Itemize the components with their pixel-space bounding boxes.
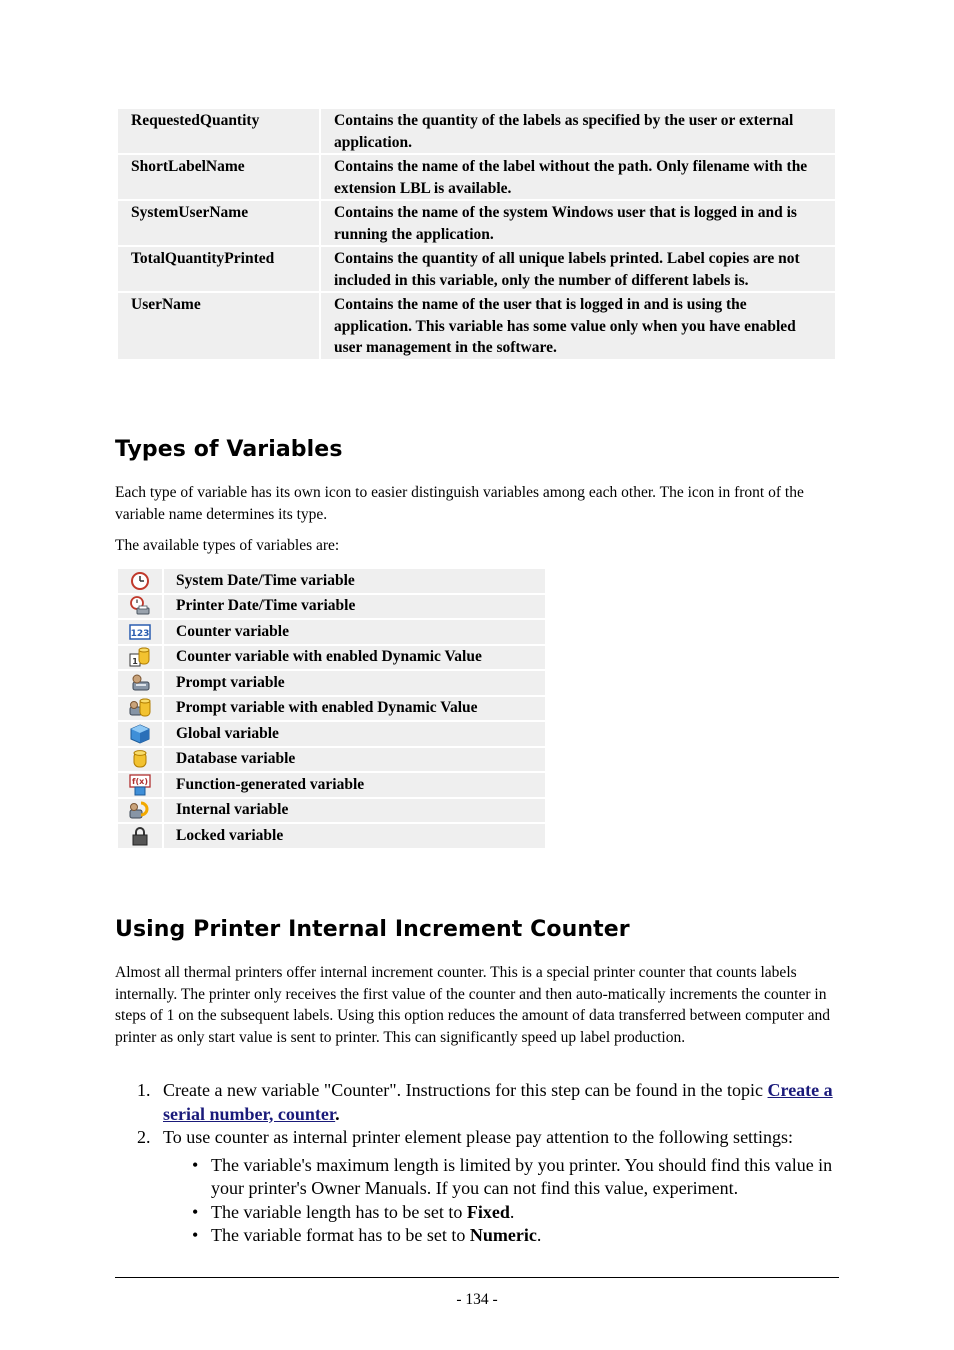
type-label: Internal variable <box>164 799 545 823</box>
variable-name: ShortLabelName <box>118 155 319 199</box>
bullet-icon: • <box>192 1154 199 1175</box>
table-row <box>118 109 835 153</box>
table-row <box>118 247 835 291</box>
step-text: To use counter as internal printer element please pay attention to the following settings: <box>163 1127 794 1147</box>
table-row <box>118 697 545 721</box>
footer-divider <box>115 1277 839 1278</box>
printer-clock-icon <box>129 596 151 616</box>
counter-123-icon <box>129 624 151 640</box>
type-label: Prompt variable <box>164 671 545 695</box>
table-row <box>118 748 545 772</box>
prompt-icon <box>129 673 151 693</box>
type-label: Function-generated variable <box>164 773 545 797</box>
type-label: Counter variable with enabled Dynamic Value <box>164 646 545 670</box>
variable-name: TotalQuantityPrinted <box>118 247 319 291</box>
type-label: Prompt variable with enabled Dynamic Value <box>164 697 545 721</box>
table-row <box>118 620 545 644</box>
svg-text:123: 123 <box>130 628 150 639</box>
serial-number-counter-link[interactable]: Create a serial number, counter <box>163 1080 833 1124</box>
list-item <box>115 1126 845 1248</box>
variable-name: UserName <box>118 293 319 359</box>
table-row <box>118 201 835 245</box>
counter-intro: Almost all thermal printers offer internal increment counter. This is a special printer counter that counts labels internally. The printer only receives the first value of the counter and then auto-matically increments the counter in steps of 1 on the subsequent labels. Using this option reduces the amount of data transferred between computer and printer as only start value is sent to printer. This can significantly speed up label production. <box>115 964 830 1046</box>
bullet-end: . <box>536 1225 542 1245</box>
counter-dynamic-icon <box>129 646 151 668</box>
bullet-text: The variable's maximum length is limited by you printer. You should find this value in your printer's Owner Manuals. If you can not find this value, experiment. <box>211 1154 833 1198</box>
bullet-bold: Fixed <box>466 1201 510 1222</box>
step-end: . <box>335 1103 340 1124</box>
svg-text:1: 1 <box>132 657 138 667</box>
bullet-text: The variable format has to be set to <box>211 1225 470 1245</box>
bullet-text: The variable length has to be set to <box>211 1201 467 1222</box>
table-row <box>118 799 545 823</box>
type-label: Printer Date/Time variable <box>164 595 545 619</box>
table-row <box>118 569 545 593</box>
page-number: - 134 - <box>456 1291 498 1308</box>
global-cube-icon <box>130 724 150 744</box>
lock-icon <box>131 826 149 846</box>
list-item <box>115 1079 845 1126</box>
bullet-icon: • <box>192 1201 199 1222</box>
type-label: Database variable <box>164 748 545 772</box>
table-row <box>118 293 835 359</box>
settings-list <box>163 1154 845 1248</box>
table-row <box>118 824 545 848</box>
variable-name: RequestedQuantity <box>118 109 319 153</box>
function-icon <box>129 774 151 796</box>
bullet-end: . <box>509 1201 515 1222</box>
step-text: Create a new variable "Counter". Instructions for this step can be found in the topic <box>163 1080 768 1100</box>
list-item <box>192 1154 845 1201</box>
type-label: Locked variable <box>164 824 545 848</box>
bullet-bold: Numeric <box>469 1225 537 1245</box>
steps-list <box>115 1079 845 1248</box>
types-available-text: The available types of variables are: <box>115 537 340 554</box>
variable-description: Contains the name of the label without the path. Only filename with the extension LBL is available. <box>321 155 835 199</box>
variable-description: Contains the quantity of the labels as specified by the user or external application. <box>321 109 835 153</box>
table-row <box>118 646 545 670</box>
database-icon <box>132 749 148 769</box>
variable-types-table <box>116 567 547 850</box>
type-label: Counter variable <box>164 620 545 644</box>
table-row <box>118 155 835 199</box>
clock-icon <box>130 571 150 591</box>
table-row <box>118 773 545 797</box>
counter-heading: Using Printer Internal Increment Counter <box>115 917 630 942</box>
variable-description: Contains the quantity of all unique labels printed. Label copies are not included in this variable, only the number of different labels is. <box>321 247 835 291</box>
type-label: Global variable <box>164 722 545 746</box>
svg-text:f(x): f(x) <box>132 776 148 786</box>
list-item <box>192 1201 845 1225</box>
internal-icon <box>129 799 151 821</box>
variable-description: Contains the name of the system Windows user that is logged in and is running the application. <box>321 201 835 245</box>
type-label: System Date/Time variable <box>164 569 545 593</box>
table-row <box>118 722 545 746</box>
bullet-icon: • <box>192 1225 199 1245</box>
variables-table <box>116 107 837 361</box>
list-item <box>192 1224 845 1248</box>
variable-name: SystemUserName <box>118 201 319 245</box>
table-row <box>118 595 545 619</box>
step-number: 1. <box>137 1080 151 1100</box>
variable-description: Contains the name of the user that is logged in and is using the application. This variable has some value only when you have enabled user management in the software. <box>321 293 835 359</box>
prompt-dynamic-icon <box>129 697 151 719</box>
types-heading: Types of Variables <box>115 437 343 462</box>
step-number: 2. <box>137 1127 151 1147</box>
table-row <box>118 671 545 695</box>
types-intro: Each type of variable has its own icon to easier distinguish variables among each other. The icon in front of the variable name determines its type. <box>115 484 804 523</box>
